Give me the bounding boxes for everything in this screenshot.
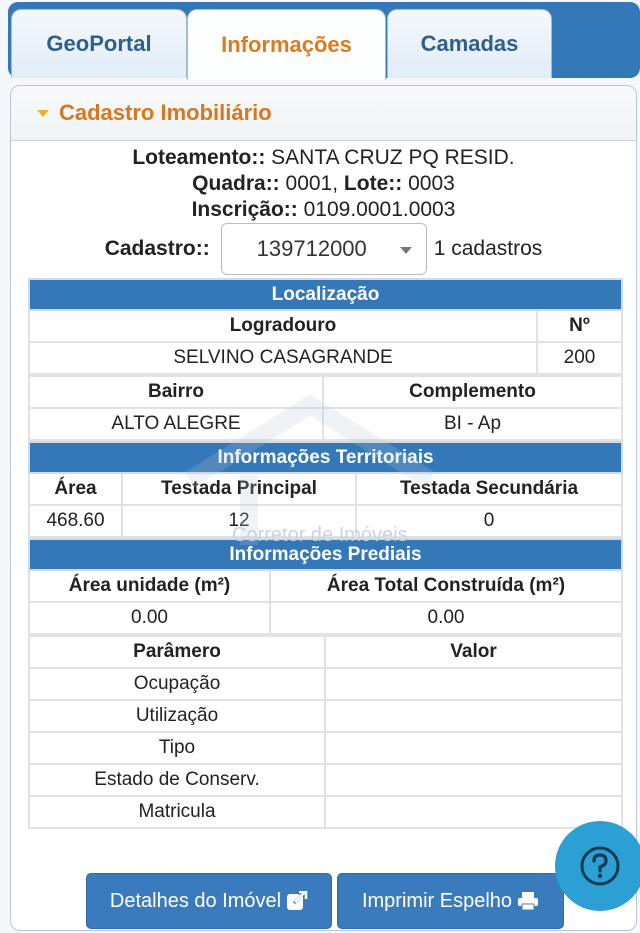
param-tipo: Tipo bbox=[29, 732, 325, 764]
quadra-label: Quadra:: bbox=[192, 172, 280, 195]
external-link-icon bbox=[286, 891, 308, 911]
valor-ocupacao bbox=[325, 668, 622, 700]
col-valor: Valor bbox=[325, 636, 622, 668]
col-area: Área bbox=[29, 473, 122, 505]
detalhes-imovel-button[interactable] bbox=[86, 873, 332, 929]
tab-geoportal[interactable]: GeoPortal bbox=[11, 9, 187, 78]
area-value: 468.60 bbox=[29, 505, 122, 537]
cadastro-count: 1 cadastros bbox=[433, 237, 543, 260]
cadastro-panel bbox=[10, 85, 637, 931]
chevron-down-icon bbox=[400, 247, 412, 254]
lote-value: 0003 bbox=[402, 172, 455, 195]
col-bairro: Bairro bbox=[29, 376, 323, 408]
col-testada-secundaria: Testada Secundária bbox=[356, 473, 622, 505]
testada-secundaria-value: 0 bbox=[356, 505, 622, 537]
area-unidade-value: 0.00 bbox=[29, 602, 270, 634]
col-testada-principal: Testada Principal bbox=[122, 473, 356, 505]
localizacao-table bbox=[28, 278, 623, 375]
valor-estado bbox=[325, 764, 622, 796]
logradouro-value: SELVINO CASAGRANDE bbox=[29, 342, 537, 374]
inscricao-value: 0109.0001.0003 bbox=[297, 198, 456, 221]
quadra-value: 0001, bbox=[279, 172, 344, 195]
param-ocupacao: Ocupação bbox=[29, 668, 325, 700]
prediais-title: Informações Prediais bbox=[29, 539, 622, 570]
complemento-value: BI - Ap bbox=[323, 408, 622, 440]
imprimir-label: Imprimir Espelho bbox=[361, 889, 513, 912]
prediais-table bbox=[28, 538, 623, 635]
lote-label: Lote:: bbox=[343, 172, 403, 195]
parametros-table bbox=[28, 635, 623, 829]
territoriais-title: Informações Territoriais bbox=[29, 442, 622, 473]
help-button[interactable] bbox=[555, 821, 640, 911]
table-row bbox=[29, 700, 622, 732]
detalhes-label: Detalhes do Imóvel bbox=[109, 889, 282, 912]
param-matricula: Matricula bbox=[29, 796, 325, 828]
cadastro-select[interactable] bbox=[221, 223, 427, 275]
cadastro-label: Cadastro:: bbox=[104, 237, 210, 260]
panel-title: Cadastro Imobiliário bbox=[59, 100, 272, 125]
valor-tipo bbox=[325, 732, 622, 764]
tab-informacoes[interactable]: Informações bbox=[187, 9, 386, 80]
table-row bbox=[29, 764, 622, 796]
testada-principal-value: 12 bbox=[122, 505, 356, 537]
col-complemento: Complemento bbox=[323, 376, 622, 408]
col-logradouro: Logradouro bbox=[29, 310, 537, 342]
localizacao-title: Localização bbox=[29, 279, 622, 310]
bairro-value: ALTO ALEGRE bbox=[29, 408, 323, 440]
param-estado: Estado de Conserv. bbox=[29, 764, 325, 796]
cadastro-row bbox=[11, 223, 636, 275]
valor-utilizacao bbox=[325, 700, 622, 732]
table-row bbox=[29, 796, 622, 828]
bairro-table bbox=[28, 375, 623, 441]
table-row bbox=[29, 668, 622, 700]
summary bbox=[11, 141, 636, 223]
param-utilizacao: Utilização bbox=[29, 700, 325, 732]
valor-matricula bbox=[325, 796, 622, 828]
watermark-text: Corretor de Imóveis bbox=[232, 524, 408, 546]
col-area-unidade: Área unidade (m²) bbox=[29, 570, 270, 602]
inscricao-label: Inscrição:: bbox=[191, 198, 298, 221]
caret-down-icon bbox=[37, 110, 49, 117]
tab-bar bbox=[8, 2, 640, 78]
question-circle-icon bbox=[578, 844, 622, 888]
territoriais-table bbox=[28, 441, 623, 538]
area-total-value: 0.00 bbox=[270, 602, 622, 634]
loteamento-label: Loteamento:: bbox=[132, 146, 266, 169]
loteamento-value: SANTA CRUZ PQ RESID. bbox=[265, 146, 515, 169]
table-row bbox=[29, 732, 622, 764]
col-area-total: Área Total Construída (m²) bbox=[270, 570, 622, 602]
imprimir-espelho-button[interactable] bbox=[337, 873, 564, 929]
numero-value: 200 bbox=[537, 342, 622, 374]
tab-camadas[interactable]: Camadas bbox=[387, 9, 552, 78]
col-parametro: Parâmero bbox=[29, 636, 325, 668]
cadastro-select-value: 139712000 bbox=[256, 236, 367, 261]
print-icon bbox=[517, 891, 539, 911]
panel-header[interactable] bbox=[11, 86, 636, 141]
col-numero: Nº bbox=[537, 310, 622, 342]
